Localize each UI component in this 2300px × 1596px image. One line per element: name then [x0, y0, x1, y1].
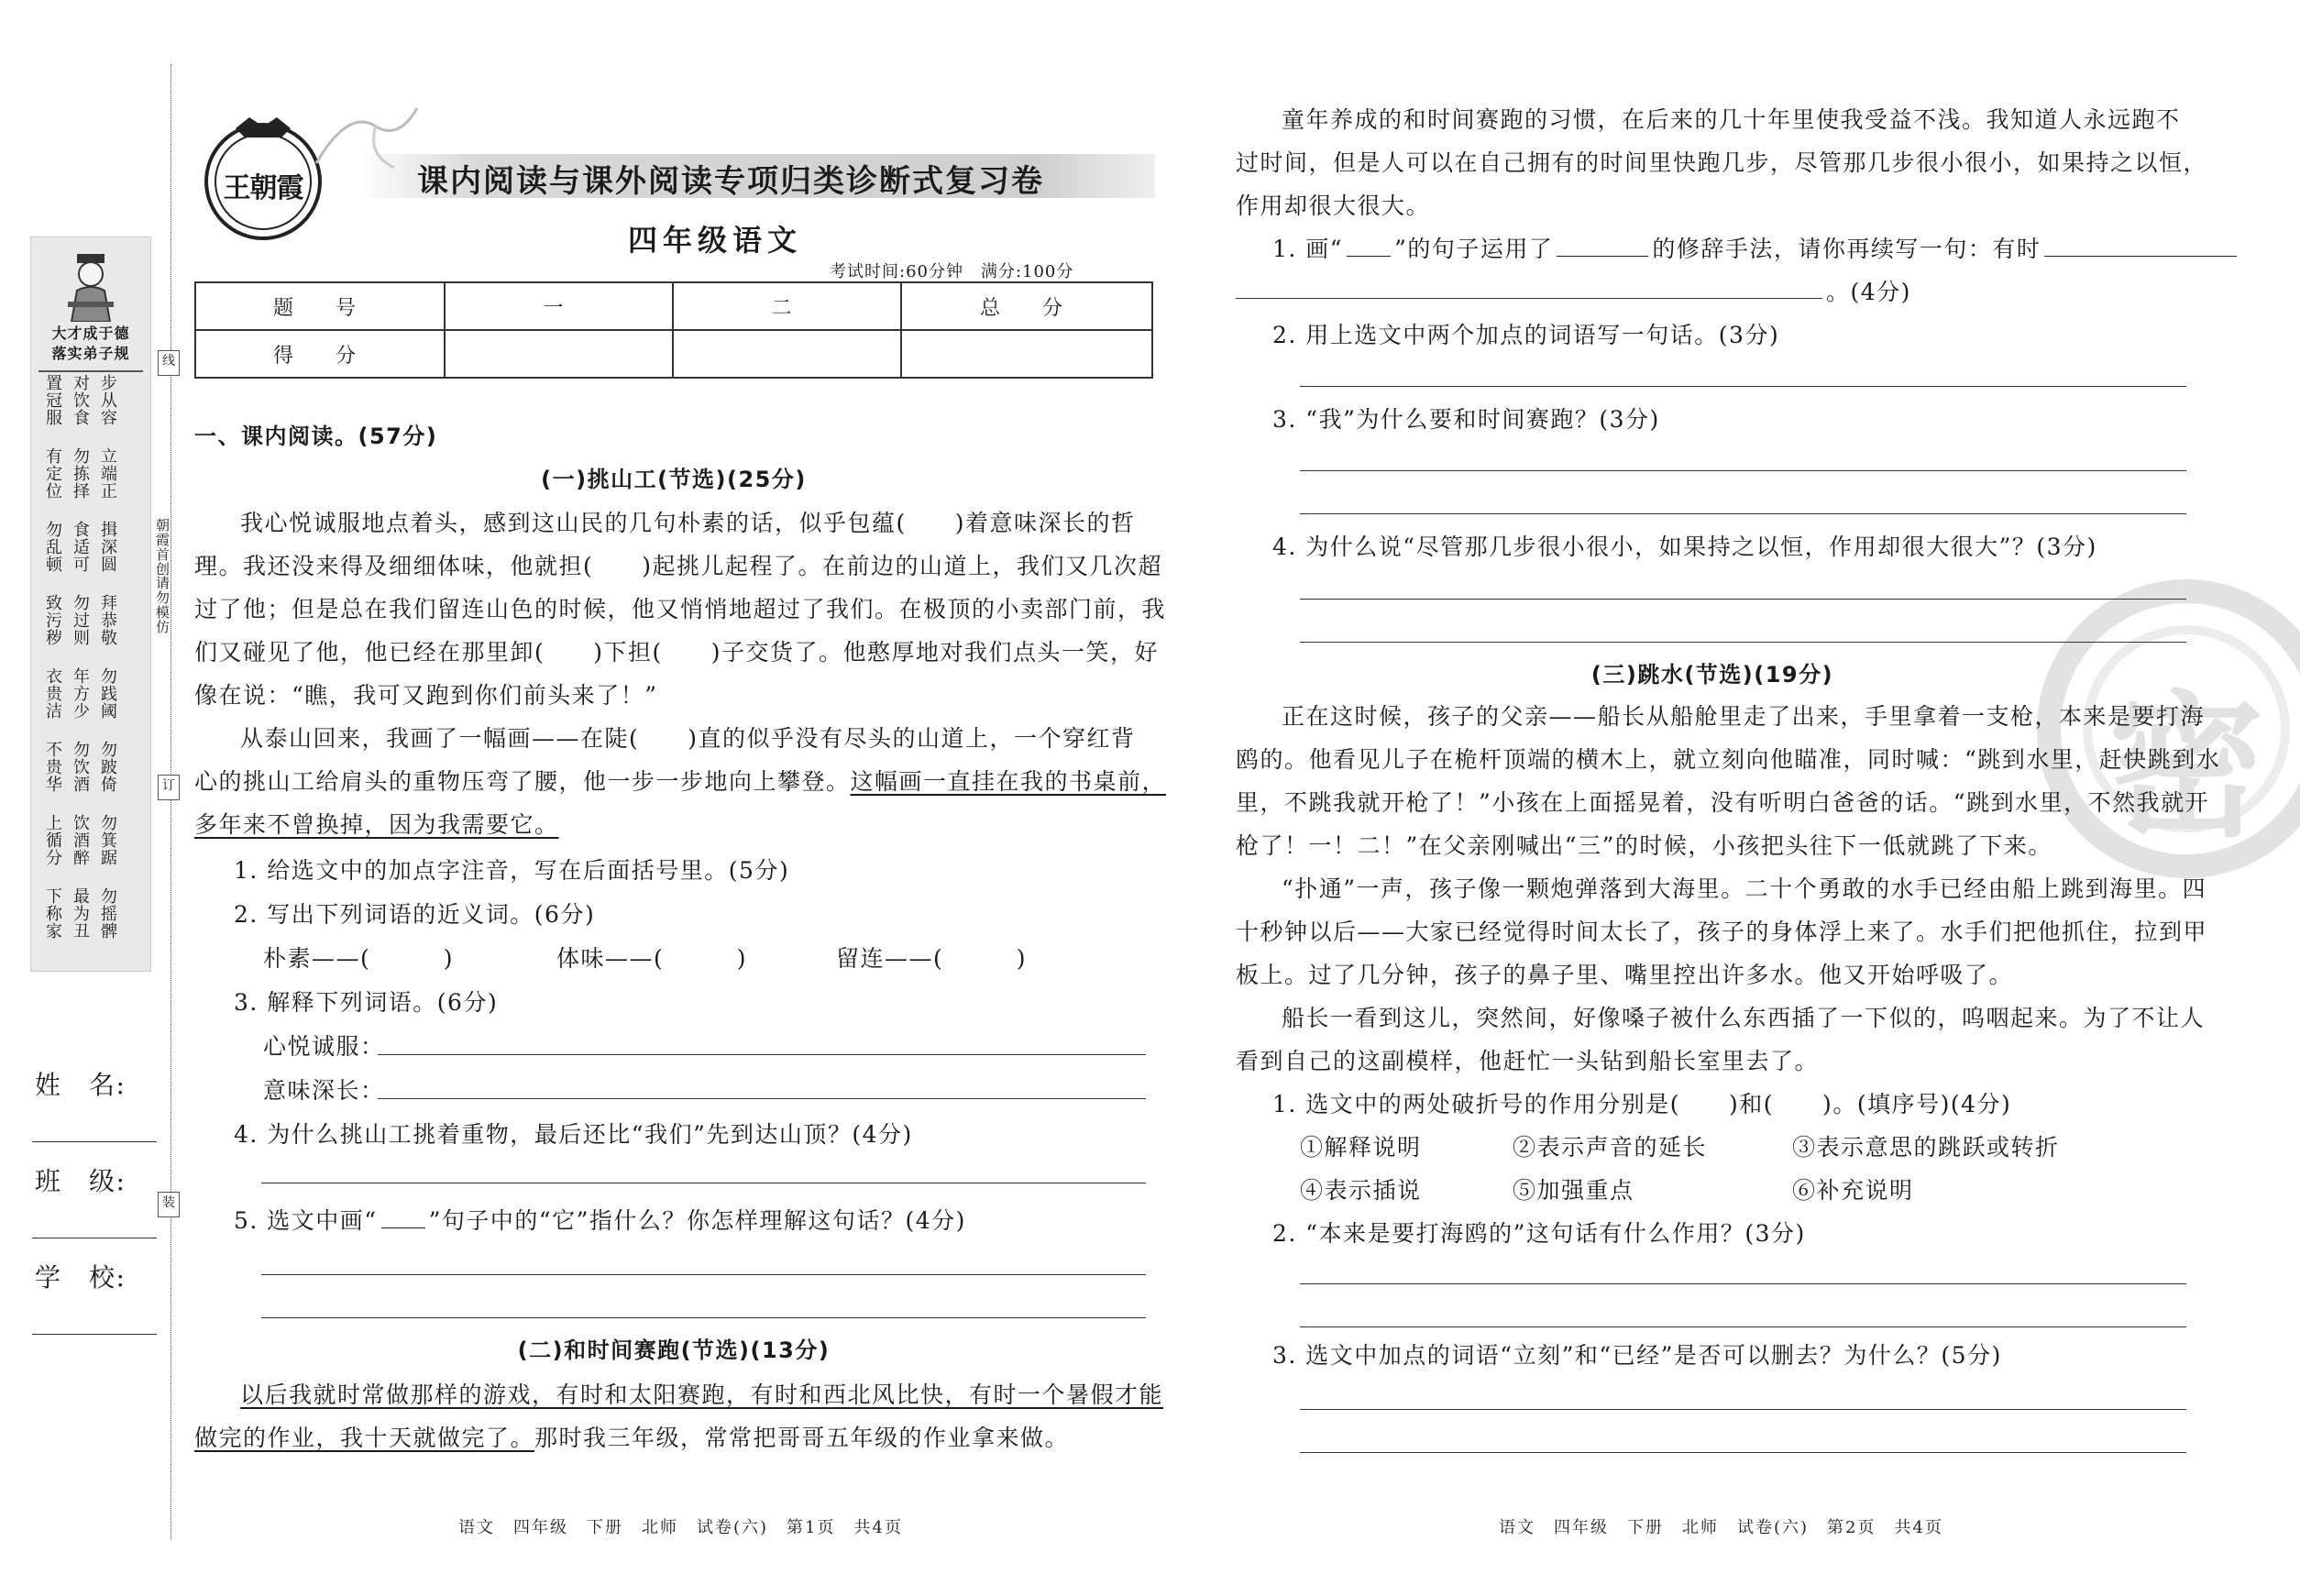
rule-column-text: 致污秽 [43, 594, 62, 646]
binding-mark-bind: 装 [158, 1192, 180, 1217]
ribbon-decoration [312, 99, 422, 172]
passage-line: 看到自己的这副模样，他赶忙一头钻到船长室里去了。 [1236, 1048, 1820, 1074]
underlined-sentence: 这幅画一直挂在我的书桌前， [850, 768, 1167, 795]
passage-line: 枪了！一！二！”在父亲刚喊出“三”的时候，小孩把头往下一低就跳了下来。 [1236, 832, 2052, 859]
exam-title: 课内阅读与课外阅读专项归类诊断式复习卷 [417, 163, 1044, 200]
passage-1-line: 理。我还没来得及细细体味，他就担( )起挑儿起程了。在前边的山道上，我们又几次超 [194, 553, 1163, 579]
score-header-total: 总 分 [901, 282, 1152, 330]
question-5-text: 5. 选文中画“ [234, 1207, 378, 1234]
rule-column-text: 置冠服 [43, 374, 62, 426]
answer-line[interactable] [1300, 1409, 2186, 1410]
rule-column-text: 饮酒醉 [71, 814, 90, 866]
rule-column-text: 勿践阈 [98, 667, 117, 720]
part-3-title: (三)跳水(节选)(19分) [1590, 662, 1834, 688]
scholar-figure-icon [61, 250, 121, 322]
passage-1-line: 我心悦诚服地点着头，感到这山民的几句朴素的话，似乎包蕴( )着意味深长的哲 [240, 510, 1136, 536]
question-r3: 3. “我”为什么要和时间赛跑？(3分) [1272, 406, 1660, 433]
passage-line: 船长一看到这儿，突然间，好像嗓子被什么东西插了一下似的，呜咽起来。为了不让人 [1282, 1005, 2206, 1031]
class-label: 班 级: [35, 1166, 127, 1196]
score-cell-total[interactable] [901, 330, 1152, 378]
option-1: ①解释说明 [1300, 1134, 1422, 1161]
rule-column-text: 揖深圆 [98, 521, 117, 573]
question-r6: 2. “本来是要打海鸥的”这句话有什么作用？(3分) [1272, 1220, 1806, 1247]
school-label: 学 校: [35, 1262, 127, 1293]
rule-column-text: 勿过则 [71, 594, 90, 646]
rule-column-text: 勿摇髀 [98, 887, 117, 940]
binding-note-1: 朝霞首创 [154, 518, 171, 577]
passage-1-line: 过了他；但是总在我们留连山色的时候，他又悄悄地超过了我们。在极顶的小卖部门前，我 [194, 596, 1167, 622]
synonym-1[interactable]: 朴素——( ) [263, 945, 455, 972]
question-5 [234, 1199, 966, 1242]
underlined-sentence: 以后我就时常做那样的游戏，有时和太阳赛跑，有时和西北风比快，有时一个暑假才能 [240, 1381, 1164, 1408]
section-1-heading: 一、课内阅读。(57分) [194, 424, 438, 449]
passage-line: “扑通”一声，孩子像一颗炮弹落到大海里。二十个勇敢的水手已经由船上跳到海里。四 [1282, 875, 2207, 902]
exam-info: 考试时间:60分钟 满分:100分 [830, 262, 1074, 281]
question-1: 1. 给选文中的加点字注音，写在后面括号里。(5分) [234, 857, 790, 884]
watermark-glyph: 密 [2107, 676, 2264, 859]
rule-column-text: 食适可 [71, 521, 90, 573]
rule-column-text: 勿箕踞 [98, 814, 117, 866]
answer-blank[interactable] [2044, 234, 2237, 257]
passage-line: 十秒钟以后——大家已经觉得时间太长了，孩子的身体浮上来了。水手们把他抓住，拉到甲 [1236, 919, 2208, 945]
binding-mark-line: 线 [158, 350, 180, 376]
binding-mark-order: 订 [158, 775, 180, 800]
score-cell-part1[interactable] [445, 330, 673, 378]
part-2-title: (二)和时间赛跑(节选)(13分) [517, 1337, 831, 1363]
rule-column-text: 衣贵洁 [43, 667, 62, 720]
passage-line: 过时间，但是人可以在自己拥有的时间里快跑几步，尽管那几步很小很小，如果持之以恒， [1236, 149, 2208, 176]
question-r1-end: 。(4分) [1826, 279, 1911, 305]
passage-2-line: 从泰山回来，我画了一幅画——在陡( )直的似乎没有尽头的山道上，一个穿红背 [240, 725, 1136, 752]
question-text: 1. 画“ [1272, 236, 1344, 262]
part-1-title: (一)挑山工(节选)(25分) [541, 467, 807, 492]
option-4: ④表示插说 [1300, 1177, 1422, 1204]
passage-text: 那时我三年级，常常把哥哥五年级的作业拿来做。 [534, 1425, 1070, 1451]
passage-1-line: 像在说：“瞧，我可又跑到你们前头来了！” [194, 682, 658, 709]
answer-line[interactable] [261, 1317, 1146, 1318]
answer-line[interactable] [1300, 1326, 2186, 1327]
rule-column-text: 对饮食 [71, 374, 90, 426]
question-2: 2. 写出下列词语的近义词。(6分) [234, 901, 596, 928]
logo-text: 王朝霞 [223, 172, 303, 204]
question-3: 3. 解释下列词语。(6分) [234, 989, 499, 1016]
answer-line[interactable] [378, 1054, 1146, 1055]
rule-column-text: 勿拣择 [71, 447, 90, 500]
option-6: ⑥补充说明 [1792, 1177, 1914, 1204]
question-text: 的修辞手法，请你再续写一句：有时 [1652, 236, 2041, 262]
passage-line: 鸥的。他看见儿子在桅杆顶端的横木上，就立刻向他瞄准，同时喊：“跳到水里，赶快跳到水 [1236, 746, 2221, 773]
motto-line-1: 大才成于德 [51, 325, 130, 342]
rule-column-text: 勿跛倚 [98, 741, 117, 793]
name-field[interactable] [32, 1141, 157, 1142]
option-2: ②表示声音的延长 [1513, 1134, 1708, 1161]
answer-line[interactable] [1300, 599, 2186, 600]
answer-line[interactable] [1300, 1283, 2186, 1284]
exam-subtitle: 四年级语文 [627, 223, 802, 258]
passage-1-line: 们又碰见了他，他已经在那里卸( )下担( )子交货了。他憨厚地对我们点头一笑，好 [194, 639, 1160, 666]
answer-line[interactable] [1300, 642, 2186, 643]
name-label: 姓 名: [35, 1070, 127, 1100]
rule-column-text: 步从容 [98, 374, 117, 426]
passage-line: 作用却很大很大。 [1236, 193, 1431, 219]
question-5-text: ”句子中的“它”指什么？你怎样理解这句话？(4分) [428, 1207, 966, 1234]
term-1-label: 心悦诚服： [263, 1033, 385, 1060]
rule-column-text: 拜恭敬 [98, 594, 117, 646]
term-2-label: 意味深长： [263, 1077, 385, 1104]
divider [39, 370, 143, 372]
rule-column-text: 下称家 [43, 887, 62, 940]
option-3: ③表示意思的跳跃或转折 [1792, 1134, 2060, 1161]
motto-line-2: 落实弟子规 [51, 345, 130, 362]
answer-line[interactable] [1300, 470, 2186, 471]
passage-line: 里，不跳我就开枪了！”小孩在上面摇晃着，没有听明白爸爸的话。“跳到水里，不然我就开 [1236, 789, 2210, 816]
score-header-part2: 二 [673, 282, 901, 330]
question-r5: 1. 选文中的两处破折号的作用分别是( )和( )。(填序号)(4分) [1272, 1091, 2012, 1117]
synonym-2[interactable]: 体味——( ) [556, 945, 748, 972]
passage-3-line [194, 1416, 1069, 1459]
answer-blank[interactable] [1557, 234, 1648, 257]
passage-2-line [194, 760, 1166, 803]
option-5: ⑤加强重点 [1513, 1177, 1634, 1204]
rule-column-text: 立端正 [98, 447, 117, 500]
page-footer-1: 语文 四年级 下册 北师 试卷(六) 第1页 共4页 [458, 1518, 903, 1537]
question-text: ”的句子运用了 [1394, 236, 1554, 262]
underlined-sentence: 多年来不曾换掉，因为我需要它。 [194, 811, 559, 838]
school-field[interactable] [32, 1334, 157, 1335]
rule-column-text: 上循分 [43, 814, 62, 866]
rule-column-text: 最为丑 [71, 887, 90, 940]
score-row-label: 得 分 [195, 330, 445, 378]
question-r1 [1272, 227, 2240, 270]
underlined-sentence: 做完的作业，我十天就做完了。 [194, 1425, 535, 1451]
synonym-3[interactable]: 留连——( ) [836, 945, 1028, 972]
score-header-part1: 一 [445, 282, 673, 330]
question-r2: 2. 用上选文中两个加点的词语写一句话。(3分) [1272, 322, 1780, 348]
rule-column-text: 不贵华 [43, 741, 62, 793]
passage-line: 正在这时候，孩子的父亲——船长从船舱里走了出来，手里拿着一支枪，本来是要打海 [1282, 703, 2206, 730]
answer-line[interactable] [378, 1098, 1146, 1099]
score-cell-part2[interactable] [673, 330, 901, 378]
answer-line[interactable] [1300, 513, 2186, 514]
page-footer-2: 语文 四年级 下册 北师 试卷(六) 第2页 共4页 [1499, 1518, 1943, 1537]
passage-line: 板上。过了几分钟，孩子的鼻子里、嘴里控出许多水。他又开始呼吸了。 [1236, 962, 2014, 988]
rule-column-text: 年方少 [71, 667, 90, 720]
binding-note-2: 请勿模仿 [154, 576, 171, 634]
underline-sample [381, 1205, 425, 1228]
rule-column-text: 勿饮酒 [71, 741, 90, 793]
score-table [194, 281, 1153, 379]
passage-line: 童年养成的和时间赛跑的习惯，在后来的几十年里使我受益不浅。我知道人永远跑不 [1282, 106, 2181, 133]
answer-line[interactable] [261, 1274, 1146, 1275]
rule-column-text: 有定位 [43, 447, 62, 500]
question-r7: 3. 选文中加点的词语“立刻”和“已经”是否可以删去？为什么？(5分) [1272, 1342, 2002, 1369]
passage-text: 心的挑山工给肩头的重物压弯了腰，他一步一步地向上攀登。 [194, 768, 851, 795]
answer-line[interactable] [1300, 386, 2186, 387]
question-4: 4. 为什么挑山工挑着重物，最后还比“我们”先到达山顶？(4分) [234, 1121, 913, 1148]
score-header-item: 题 号 [195, 282, 445, 330]
answer-line[interactable] [1300, 1452, 2186, 1453]
underline-sample [1347, 234, 1391, 257]
question-r4: 4. 为什么说“尽管那几步很小很小，如果持之以恒，作用却很大很大”？(3分) [1272, 534, 2097, 560]
answer-line[interactable] [1236, 298, 1822, 299]
rule-column-text: 勿乱顿 [43, 521, 62, 573]
